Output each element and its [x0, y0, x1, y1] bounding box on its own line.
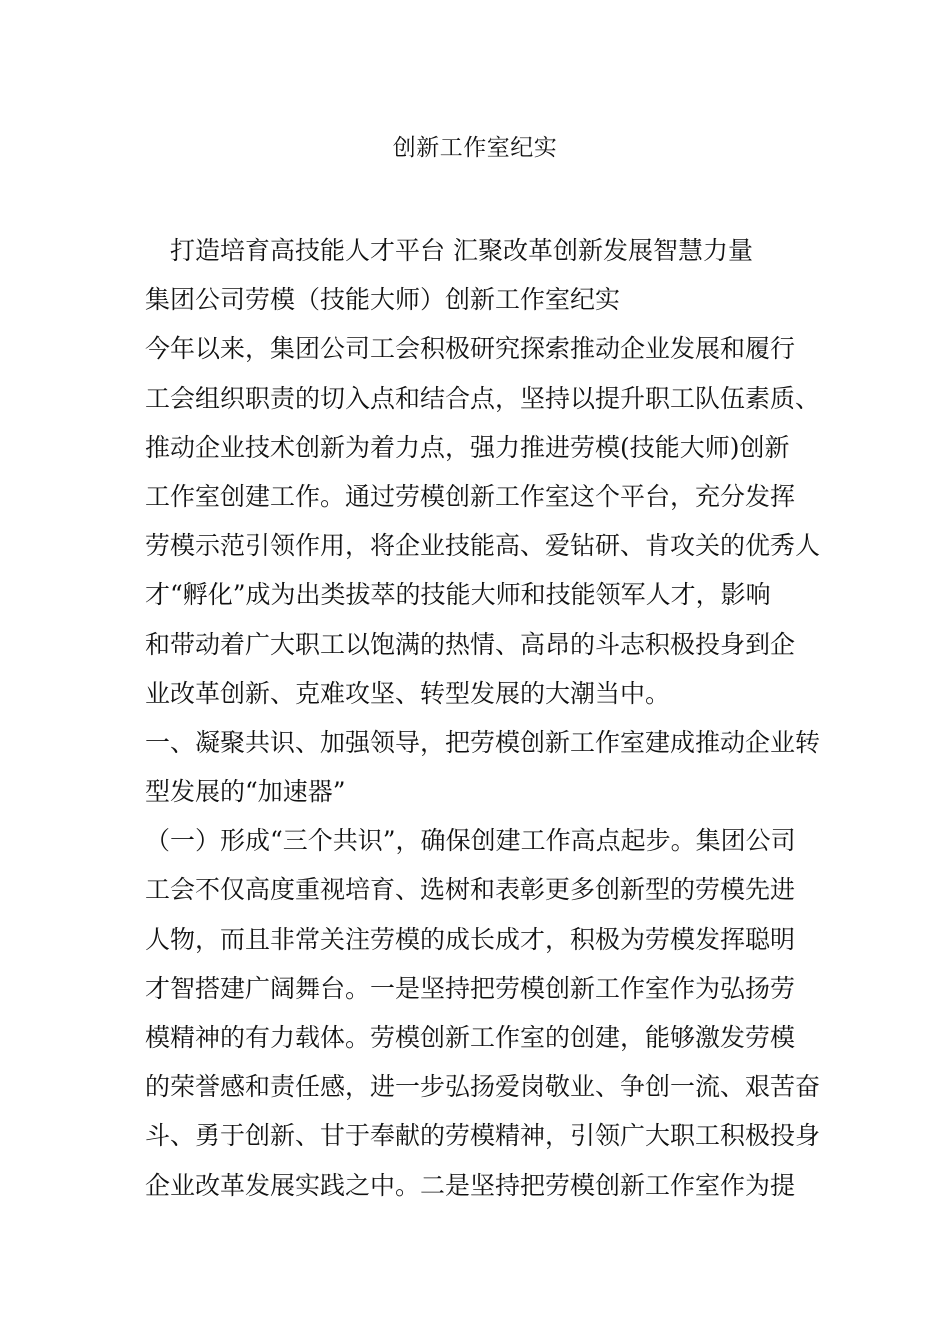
body-line: 斗、勇于创新、甘于奉献的劳模精神，引领广大职工积极投身: [145, 1121, 821, 1151]
body-line: 推动企业技术创新为着力点，强力推进劳模(技能大师)创新: [145, 432, 790, 462]
body-line: 模精神的有力载体。劳模创新工作室的创建，能够激发劳模: [145, 1023, 796, 1052]
body-line: 才智搭建广阔舞台。一是坚持把劳模创新工作室作为弘扬劳: [145, 973, 796, 1003]
headline: 打造培育高技能人才平台 汇聚改革创新发展智慧力量: [170, 236, 753, 265]
document-body: [145, 226, 825, 1210]
section-heading-line: 型发展的“加速器”: [145, 777, 346, 807]
body-line: 工作室创建工作。通过劳模创新工作室这个平台，充分发挥: [145, 481, 796, 511]
body-line: 工会不仅高度重视培育、选树和表彰更多创新型的劳模先进: [145, 875, 796, 905]
body-line: 和带动着广大职工以饱满的热情、高昂的斗志积极投身到企: [145, 629, 796, 659]
body-line: 劳模示范引领作用，将企业技能高、爱钻研、肯攻关的优秀人: [145, 531, 821, 561]
section-heading-line: 一、凝聚共识、加强领导，把劳模创新工作室建成推动企业转: [145, 727, 821, 757]
document-title: 创新工作室纪实: [392, 135, 558, 161]
body-line: 业改革创新、克难攻坚、转型发展的大潮当中。: [145, 678, 671, 708]
body-line: 才“孵化”成为出类拔萃的技能大师和技能领军人才，影响: [145, 580, 771, 610]
body-line: 企业改革发展实践之中。二是坚持把劳模创新工作室作为提: [145, 1170, 796, 1200]
body-line: 的荣誉感和责任感，进一步弘扬爱岗敬业、争创一流、艰苦奋: [145, 1072, 821, 1102]
subheadline: 集团公司劳模（技能大师）创新工作室纪实: [145, 285, 621, 315]
body-line: 今年以来，集团公司工会积极研究探索推动企业发展和履行: [145, 334, 796, 364]
body-line: 人物，而且非常关注劳模的成长成才，积极为劳模发挥聪明: [145, 924, 796, 954]
body-line: 工会组织职责的切入点和结合点，坚持以提升职工队伍素质、: [145, 383, 821, 413]
subsection-line: （一）形成“三个共识”，确保创建工作高点起步。集团公司: [145, 826, 796, 856]
